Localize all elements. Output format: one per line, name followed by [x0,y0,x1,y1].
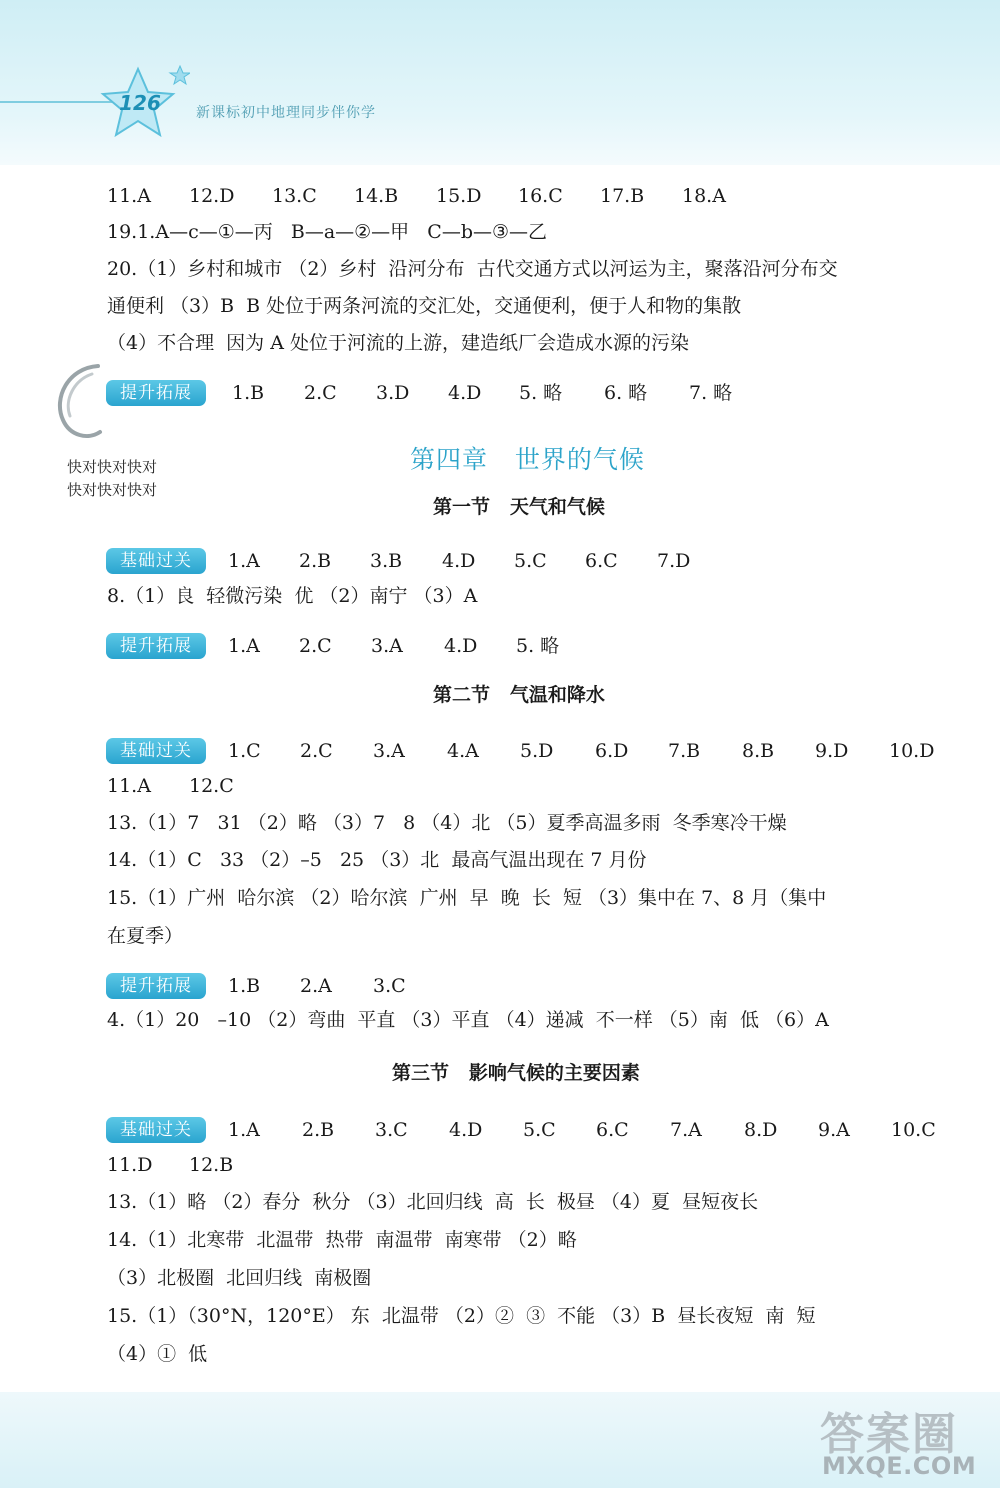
basic-badge: 基础过关 [106,548,206,574]
answer-line: （4）不合理 因为 A 处位于河流的上游，建造纸厂会造成水源的污染 [107,332,689,354]
answer-item: 5. 略 [516,635,560,657]
answer-item: 4.D [444,635,478,657]
answer-item: 17.B [600,185,645,207]
answer-item: 7.A [670,1119,702,1141]
answer-item: 3.D [376,382,410,404]
answer-item: 9.A [818,1119,850,1141]
answer-item: 4.A [447,740,479,762]
answer-line: 19.1.A—c—①—丙 B—a—②—甲 C—b—③—乙 [107,221,548,243]
answer-item: 12.D [189,185,235,207]
page-header [0,0,1000,165]
answer-line: （4）① 低 [107,1343,208,1365]
answer-item: 2.B [299,550,332,572]
book-title: 新课标初中地理同步伴你学 [196,105,376,121]
answer-line: 4.（1）20 –10 （2）弯曲 平直 （3）平直 （4）递减 不一样 （5）南 低 （6）A [107,1009,829,1031]
answer-item: 10.D [889,740,935,762]
answer-item: 5.D [520,740,554,762]
answer-item: 4.D [448,382,482,404]
answer-line: （3）北极圈 北回归线 南极圈 [107,1267,372,1289]
swirl-decoration-icon [48,358,108,448]
answer-item: 1.B [228,975,261,997]
answer-line: 20.（1）乡村和城市 （2）乡村 沿河分布 古代交通方式以河运为主，聚落沿河分布交 [107,258,838,280]
answer-item: 4.D [442,550,476,572]
answer-line: 8.（1）良 轻微污染 优 （2）南宁 （3）A [107,585,478,607]
answer-item: 3.A [373,740,405,762]
answer-item: 6.C [596,1119,629,1141]
answer-line: 通便利 （3）B B 处位于两条河流的交汇处，交通便利，便于人和物的集散 [107,295,742,317]
answer-item: 3.B [370,550,403,572]
answer-item: 3.A [371,635,403,657]
extension-badge: 提升拓展 [106,633,206,659]
header-rule [0,101,115,103]
answer-item: 1.B [232,382,265,404]
answer-item: 2.C [300,740,333,762]
answer-item: 2.C [299,635,332,657]
extension-badge: 提升拓展 [106,380,206,406]
answer-line: 14.（1）北寒带 北温带 热带 南温带 南寒带 （2）略 [107,1229,577,1251]
answer-item: 12.B [189,1154,234,1176]
answer-item: 2.A [300,975,332,997]
section-title: 第二节 气温和降水 [433,684,605,706]
basic-badge: 基础过关 [106,738,206,764]
answer-item: 7.B [668,740,701,762]
answer-item: 8.B [742,740,775,762]
answer-item: 11.D [107,1154,153,1176]
answer-item: 5. 略 [519,382,563,404]
answer-item: 1.A [228,550,260,572]
answer-item: 2.C [304,382,337,404]
answer-item: 1.A [228,1119,260,1141]
watermark-site: MXQE.COM [822,1452,977,1480]
answer-item: 6.D [595,740,629,762]
answer-item: 8.D [744,1119,778,1141]
answer-item: 12.C [189,775,234,797]
answer-line: 13.（1）7 31 （2）略 （3）7 8 （4）北 （5）夏季高温多雨 冬季寒冷干燥 [107,812,787,834]
answer-item: 4.D [449,1119,483,1141]
answer-item: 11.A [107,775,151,797]
chapter-title: 第四章 世界的气候 [410,445,645,474]
answer-item: 6.C [585,550,618,572]
answer-item: 14.B [354,185,399,207]
answer-item: 15.D [436,185,482,207]
extension-badge: 提升拓展 [106,973,206,999]
answer-item: 10.C [891,1119,936,1141]
answer-item: 5.C [523,1119,556,1141]
answer-item: 3.C [375,1119,408,1141]
answer-item: 18.A [682,185,726,207]
answer-item: 9.D [815,740,849,762]
answer-line: 14.（1）C 33 （2）–5 25 （3）北 最高气温出现在 7 月份 [107,849,647,871]
answer-item: 1.C [228,740,261,762]
answer-item: 7.D [657,550,691,572]
answer-item: 2.B [302,1119,335,1141]
answer-line: 15.（1）广州 哈尔滨 （2）哈尔滨 广州 早 晚 长 短 （3）集中在 7、8 月（集中 [107,887,827,909]
answer-item: 7. 略 [689,382,733,404]
section-title: 第一节 天气和气候 [433,496,605,518]
answer-item: 13.C [272,185,317,207]
section-title: 第三节 影响气候的主要因素 [392,1062,640,1084]
answer-item: 1.A [228,635,260,657]
answer-item: 5.C [514,550,547,572]
answer-line: 在夏季） [107,925,184,947]
side-note: 快对快对快对 [67,458,158,476]
watermark-logo: 答案圈 [820,1409,958,1460]
answer-item: 6. 略 [604,382,648,404]
answer-item: 3.C [373,975,406,997]
answer-line: 13.（1）略 （2）春分 秋分 （3）北回归线 高 长 极昼 （4）夏 昼短夜长 [107,1191,759,1213]
answer-item: 11.A [107,185,151,207]
answer-line: 15.（1）（30°N，120°E） 东 北温带 （2）② ③ 不能 （3）B 昼长夜短 南 短 [107,1305,816,1327]
basic-badge: 基础过关 [106,1117,206,1143]
page-number: 126 [119,91,161,115]
answer-item: 16.C [518,185,563,207]
side-note: 快对快对快对 [67,481,158,499]
